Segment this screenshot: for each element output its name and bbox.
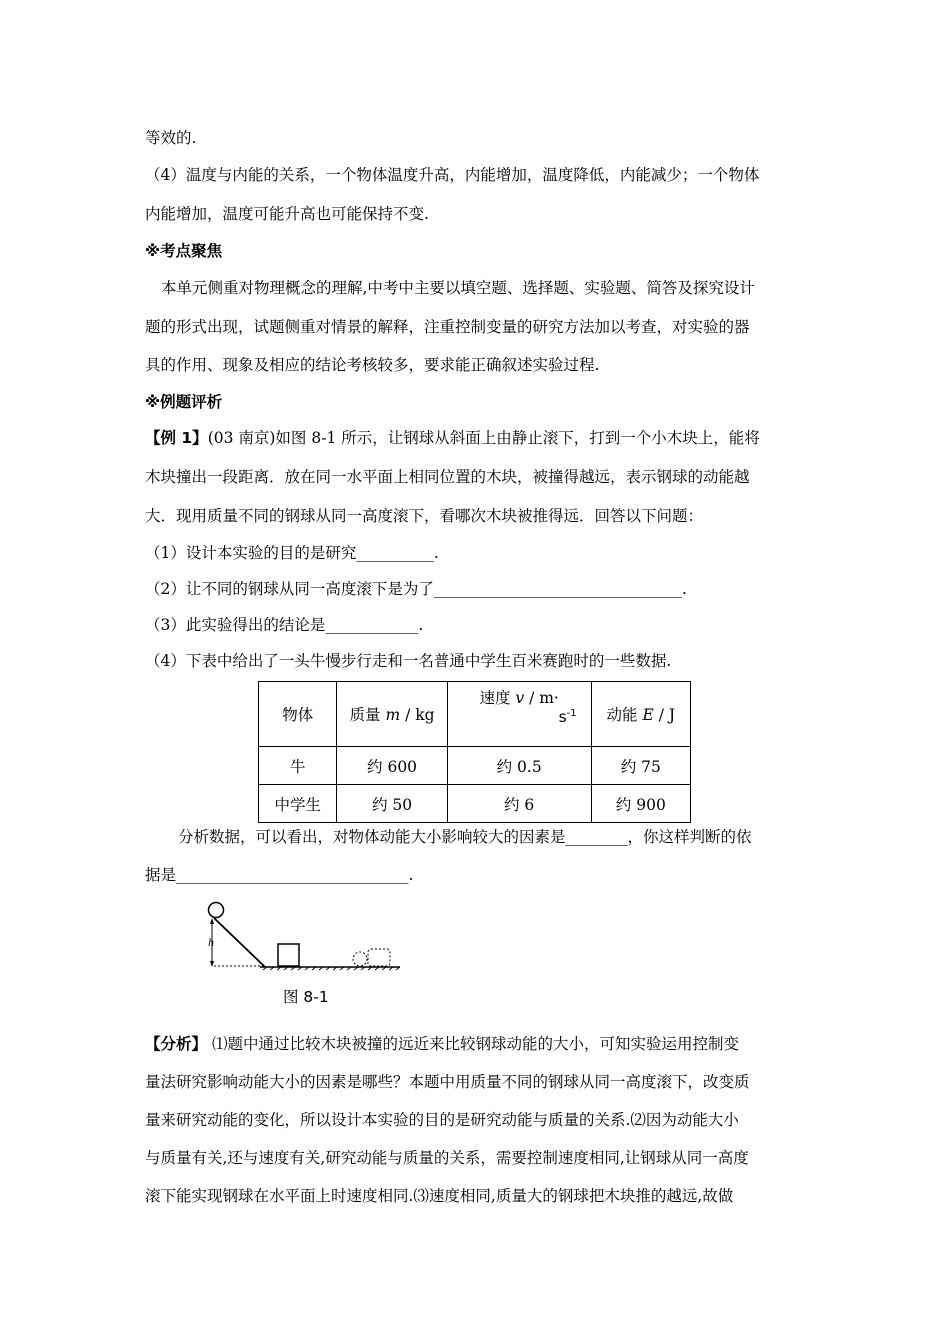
wood-block-icon [278,944,299,966]
kaodian-paragraph-3: 具的作用、现象及相应的结论考核较多，要求能正确叙述实验过程. [145,356,600,374]
cell-speed: 约 0.5 [447,747,591,785]
header-energy [591,682,690,747]
example-1-line-2: 木块撞出一段距离．放在同一水平面上相同位置的木块，被撞得越远，表示钢球的动能越 [145,468,750,486]
cell-name: 牛 [259,747,337,785]
cell-energy: 约 75 [591,747,690,785]
cell-name: 中学生 [259,785,337,823]
header-energy-var: E [642,706,654,724]
dashed-ball-icon [353,952,367,966]
incline-line [214,918,265,967]
table-header-row [259,682,691,747]
question-4: （4）下表中给出了一头牛慢步行走和一名普通中学生百米赛跑时的一些数据. [145,652,672,670]
analysis-line-4: 与质量有关,还与速度有关,研究动能与质量的关系，需要控制速度相同,让钢球从同一高度 [145,1149,749,1167]
example-1-line-3: 大．现用质量不同的钢球从同一高度滚下，看哪次木块被推得远．回答以下问题： [145,507,704,525]
header-energy-unit: / J [653,706,676,724]
dashed-block-icon [368,949,390,966]
arrow-up-icon [210,918,214,924]
data-table [258,681,691,823]
header-speed-var: v [515,689,525,707]
height-label: h [208,938,215,949]
header-speed [447,682,591,747]
analysis-question-line-1: 分析数据，可以看出，对物体动能大小影响较大的因素是________，你这样判断的依 [178,828,752,846]
kaodian-paragraph-1: 本单元侧重对物理概念的理解,中考中主要以填空题、选择题、实验题、简答及探究设计 [161,279,755,297]
analysis-label: 【分析】 [145,1035,208,1053]
example-1-text: (03 南京)如图 8-1 所示，让钢球从斜面上由静止滚下，打到一个小木块上，能将 [207,429,760,447]
incline-experiment-figure [205,898,405,978]
example-1-line-1 [145,427,760,449]
analysis-line-3: 量来研究动能的变化，所以设计本实验的目的是研究动能与质量的关系.⑵因为动能大小 [145,1111,739,1129]
analysis-line-1 [145,1033,739,1055]
header-object: 物体 [259,682,337,747]
header-speed-unit: / m· [524,689,559,707]
section-title-kaodian: ※考点聚焦 [145,242,223,260]
header-mass [337,682,447,747]
header-speed-unit-sup: -1 [566,708,577,719]
header-mass-unit: / kg [400,706,435,724]
header-mass-label: 质量 [349,706,386,724]
text-line-3: 内能增加，温度可能升高也可能保持不变. [145,205,429,223]
cell-mass: 约 50 [337,785,447,823]
text-line-1: 等效的. [145,129,197,147]
analysis-question-line-2: 据是______________________________. [145,866,414,884]
header-speed-unit-s: s [558,708,567,727]
table-row [259,785,691,823]
analysis-line-5: 滚下能实现钢球在水平面上时速度相同.⑶速度相同,质量大的钢球把木块推的越远,故做 [145,1187,734,1205]
text-line-2: （4）温度与内能的关系，一个物体温度升高，内能增加，温度降低，内能减少；一个物体 [145,166,760,184]
cell-speed: 约 6 [447,785,591,823]
cell-energy: 约 900 [591,785,690,823]
question-3: （3）此实验得出的结论是____________. [145,616,424,634]
example-1-label: 【例 1】 [145,429,208,447]
section-title-liti: ※例题评析 [145,393,223,411]
steel-ball-icon [209,903,224,918]
analysis-line-2: 量法研究影响动能大小的因素是哪些？本题中用质量不同的钢球从同一高度滚下，改变质 [145,1073,750,1091]
table-row [259,747,691,785]
kaodian-paragraph-2: 题的形式出现，试题侧重对情景的解释，注重控制变量的研究方法加以考查，对实验的器 [145,318,750,336]
question-1: （1）设计本实验的目的是研究__________. [145,544,439,562]
cell-mass: 约 600 [337,747,447,785]
header-speed-label: 速度 [479,689,516,707]
arrow-down-icon [210,961,214,967]
figure-caption: 图 8-1 [283,988,329,1006]
analysis-text-1: ⑴题中通过比较木块被撞的远近来比较钢球动能的大小，可知实验运用控制变 [207,1035,739,1053]
question-2: （2）让不同的钢球从同一高度滚下是为了________________________________. [145,580,687,598]
header-mass-var: m [385,706,401,724]
header-energy-label: 动能 [606,706,643,724]
